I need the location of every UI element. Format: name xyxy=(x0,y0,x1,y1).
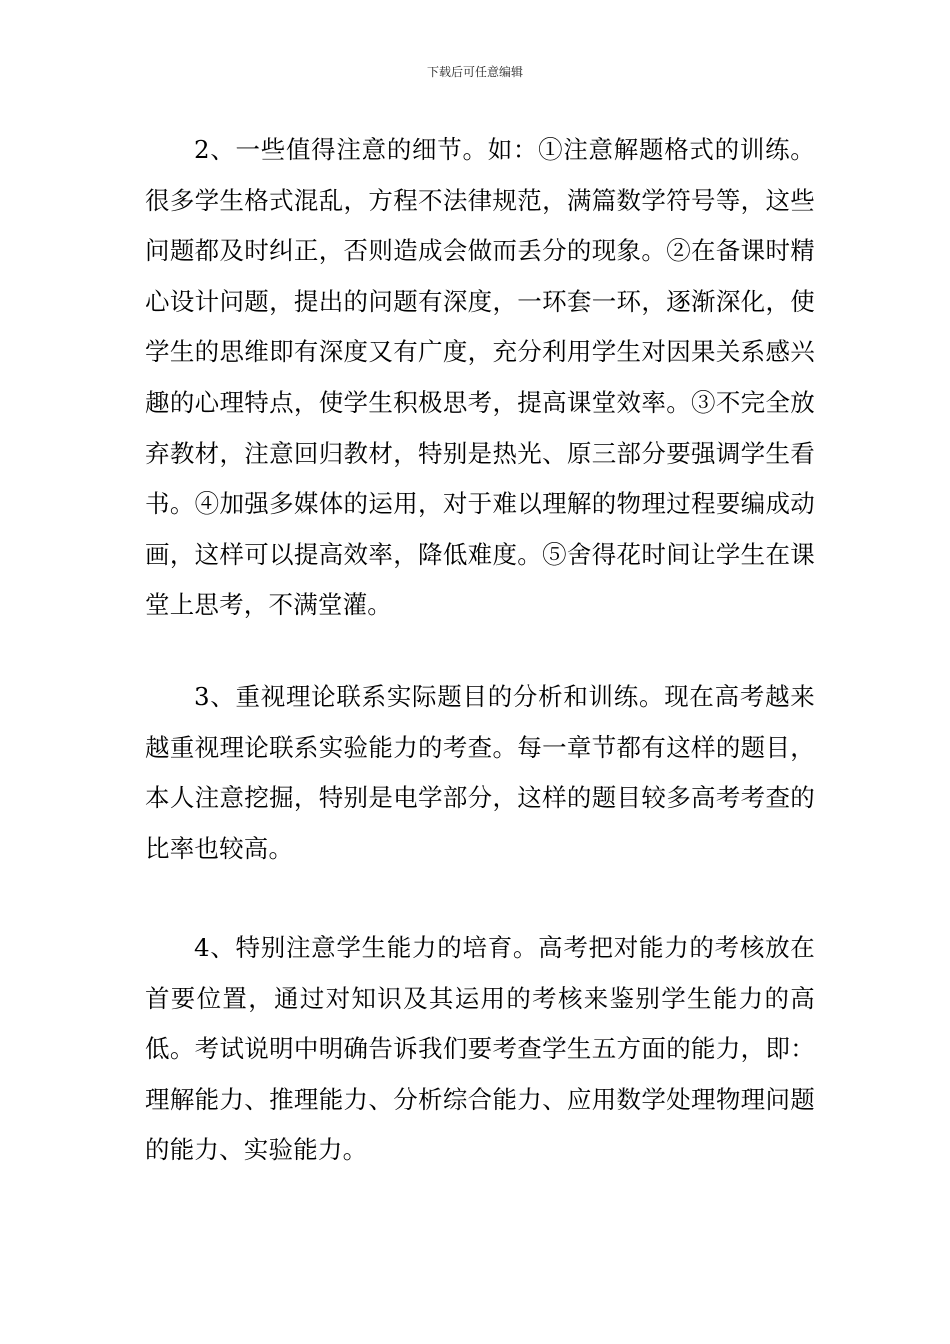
paragraph-4-abilities: 4、特别注意学生能力的培育。高考把对能力的考核放在首要位置，通过对知识及其运用的考核来鉴别学生能力的高低。考试说明中明确告诉我们要考查学生五方面的能力，即：理解能力、推理能力、分析综合能力、应用数学处理物理问题的能力、实验能力。 xyxy=(145,933,815,1165)
paragraph-3-theory-practice: 3、重视理论联系实际题目的分析和训练。现在高考越来越重视理论联系实验能力的考查。每一章节都有这样的题目，本人注意挖掘，特别是电学部分，这样的题目较多高考考查的比率也较高。 xyxy=(145,682,815,863)
paragraph-2-details: 2、一些值得注意的细节。如：①注意解题格式的训练。很多学生格式混乱，方程不法律规范，满篇数学符号等，这些问题都及时纠正，否则造成会做而丢分的现象。②在备课时精心设计问题，提出的问题有深度，一环套一环，逐渐深化，使学生的思维即有深度又有广度，充分利用学生对因果关系感兴趣的心理特点，使学生积极思考，提高课堂效率。③不完全放弃教材，注意回归教材，特别是热光、原三部分要强调学生看书。④加强多媒体的运用，对于难以理解的物理过程要编成动画，这样可以提高效率，降低难度。⑤舍得花时间让学生在课堂上思考，不满堂灌。 xyxy=(145,135,815,620)
page-header: 下载后可任意编辑 xyxy=(426,65,523,79)
